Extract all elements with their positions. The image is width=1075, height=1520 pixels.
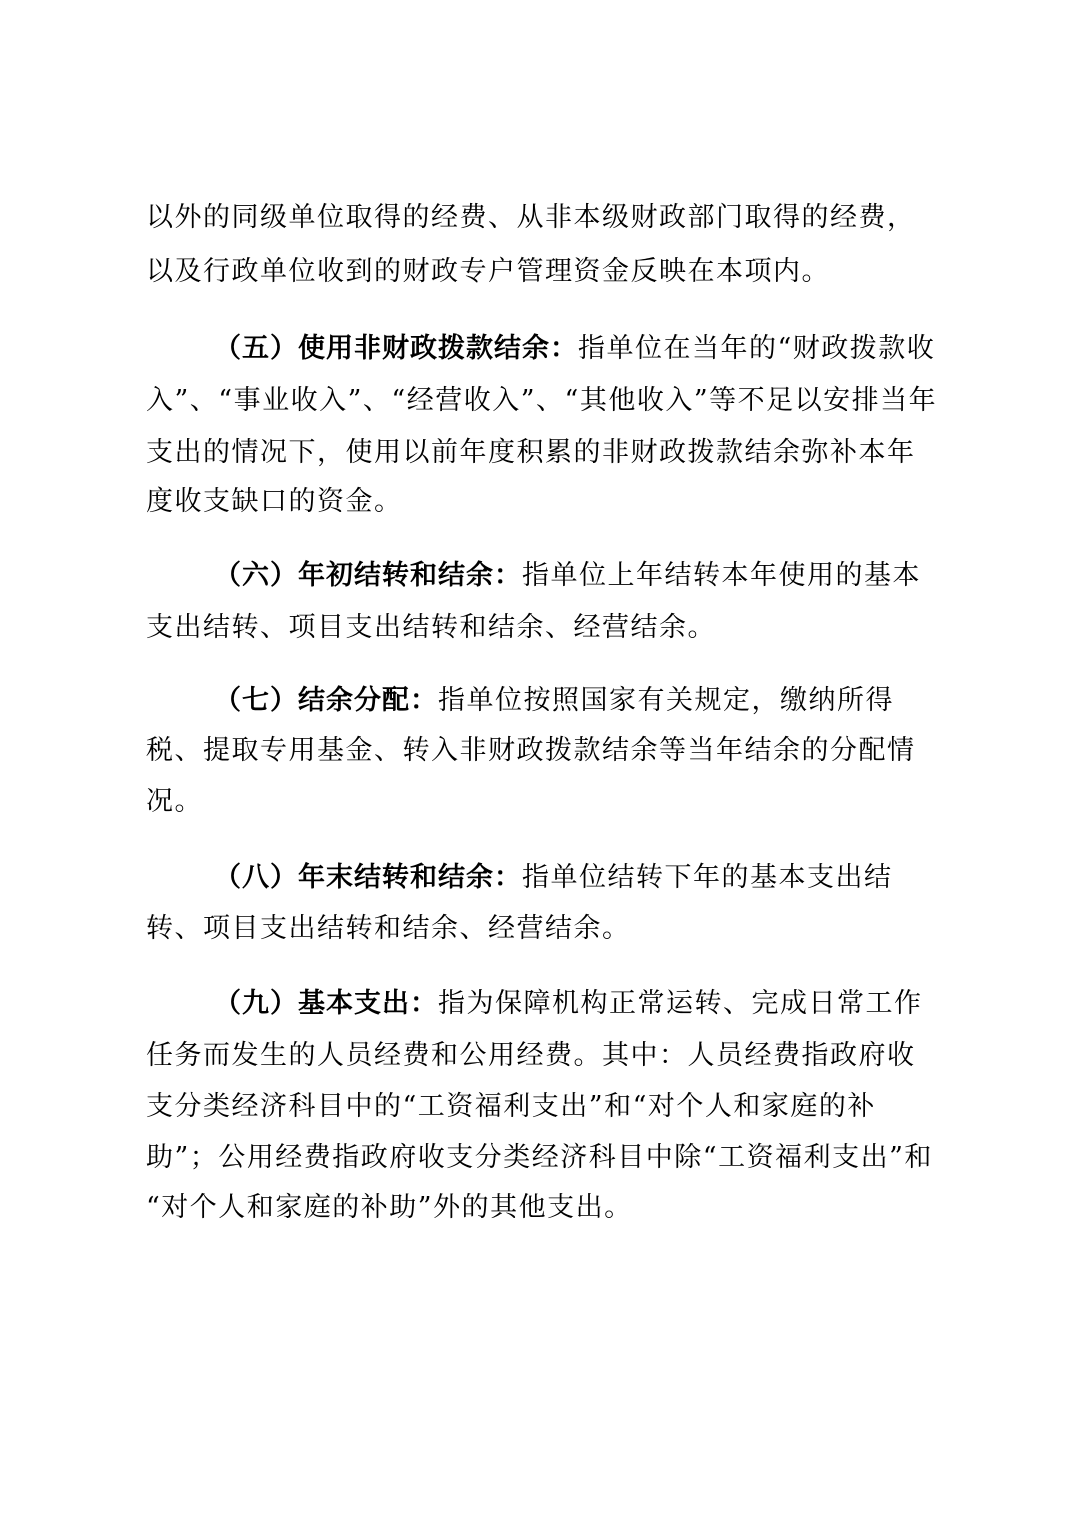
section-5-first-line	[214, 331, 944, 367]
section-5-first-text: 指单位在当年的“财政拨款收	[578, 333, 936, 364]
section-6-first-text: 指单位上年结转本年使用的基本	[522, 560, 921, 591]
section-9-line-4: 助”；公用经费指政府收支分类经济科目中除“工资福利支出”和	[146, 1142, 933, 1173]
section-8-first-text: 指单位结转下年的基本支出结	[522, 862, 893, 893]
section-8-heading: （八）年末结转和结余：	[214, 862, 522, 893]
section-8-first-line	[214, 860, 944, 896]
section-6-line-2: 支出结转、项目支出结转和结余、经营结余。	[146, 612, 716, 643]
section-5-heading: （五）使用非财政拨款结余：	[214, 333, 578, 364]
section-7-first-text: 指单位按照国家有关规定，缴纳所得	[438, 685, 894, 716]
section-5-line-4: 度收支缺口的资金。	[146, 486, 403, 517]
section-7-first-line	[214, 683, 944, 719]
intro-line-1: 以外的同级单位取得的经费、从非本级财政部门取得的经费，	[146, 202, 916, 233]
section-5-line-2: 入”、“事业收入”、“经营收入”、“其他收入”等不足以安排当年	[146, 385, 938, 416]
intro-line-2: 以及行政单位收到的财政专户管理资金反映在本项内。	[146, 256, 830, 287]
section-9-heading: （九）基本支出：	[214, 988, 438, 1019]
section-9-line-3: 支分类经济科目中的“工资福利支出”和“对个人和家庭的补	[146, 1091, 876, 1122]
section-5-line-3: 支出的情况下，使用以前年度积累的非财政拨款结余弥补本年	[146, 437, 916, 468]
section-9-first-text: 指为保障机构正常运转、完成日常工作	[438, 988, 923, 1019]
section-7-line-2: 税、提取专用基金、转入非财政拨款结余等当年结余的分配情	[146, 735, 916, 766]
section-7-heading: （七）结余分配：	[214, 685, 438, 716]
section-9-line-5: “对个人和家庭的补助”外的其他支出。	[146, 1192, 633, 1223]
section-8-line-2: 转、项目支出结转和结余、经营结余。	[146, 913, 631, 944]
section-6-first-line	[214, 558, 944, 594]
section-6-heading: （六）年初结转和结余：	[214, 560, 522, 591]
section-9-first-line	[214, 986, 944, 1022]
section-7-line-3: 况。	[146, 786, 203, 817]
section-9-line-2: 任务而发生的人员经费和公用经费。其中：人员经费指政府收	[146, 1040, 916, 1071]
